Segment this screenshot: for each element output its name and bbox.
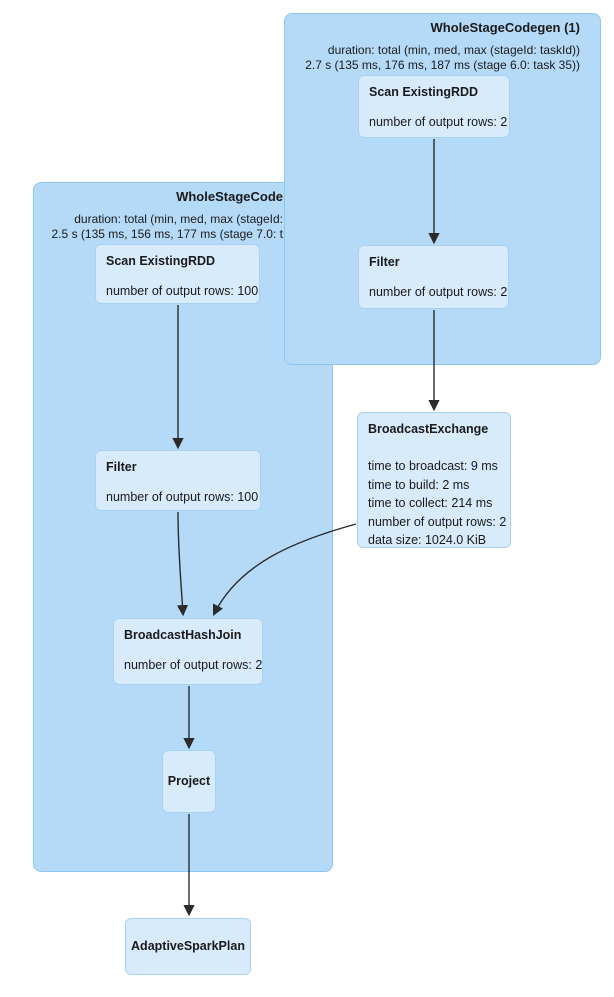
node-metric: number of output rows: 100 bbox=[106, 490, 259, 504]
cluster-label bbox=[34, 189, 283, 241]
cluster-title: WholeStageCodegen (1) bbox=[430, 20, 580, 35]
node-metric: number of output rows: 2 bbox=[369, 285, 508, 299]
cluster-wholestagecodegen-1[interactable] bbox=[284, 13, 601, 365]
node-metric: number of output rows: 100 bbox=[106, 284, 259, 298]
node-title: AdaptiveSparkPlan bbox=[131, 939, 245, 953]
cluster-title: WholeStageCode bbox=[176, 189, 283, 204]
node-metric-list bbox=[368, 457, 507, 550]
node-title: BroadcastHashJoin bbox=[124, 628, 242, 642]
node-metric: time to build: 2 ms bbox=[368, 477, 470, 492]
node-title: Scan ExistingRDD bbox=[106, 254, 216, 268]
node-title: Filter bbox=[369, 255, 400, 269]
node-metric: data size: 1024.0 KiB bbox=[368, 533, 487, 547]
plan-node-broadcast-hash-join[interactable] bbox=[113, 618, 263, 685]
node-metric: number of output rows: 2 bbox=[124, 658, 263, 672]
node-title: Scan ExistingRDD bbox=[369, 85, 479, 99]
node-title: Project bbox=[167, 774, 211, 788]
cluster-duration-header: duration: total (min, med, max (stageId: bbox=[74, 212, 283, 226]
cluster-duration-value: 2.7 s (135 ms, 176 ms, 187 ms (stage 6.0: task 35)) bbox=[305, 57, 580, 72]
node-metric: time to collect: 214 ms bbox=[368, 496, 493, 510]
node-metric: time to broadcast: 9 ms bbox=[368, 459, 498, 473]
cluster-duration-value: 2.5 s (135 ms, 156 ms, 177 ms (stage 7.0: t bbox=[51, 226, 283, 241]
node-title: Filter bbox=[106, 460, 137, 474]
node-metric: number of output rows: 2 bbox=[369, 115, 508, 129]
plan-node-project[interactable] bbox=[162, 750, 216, 813]
plan-node-adaptive-spark-plan[interactable] bbox=[125, 918, 251, 975]
cluster-duration-header: duration: total (min, med, max (stageId: taskId)) bbox=[327, 43, 580, 57]
cluster-label bbox=[285, 20, 580, 72]
plan-node-scan-existingrdd-2[interactable] bbox=[95, 244, 260, 304]
plan-node-filter-1[interactable] bbox=[358, 245, 509, 309]
plan-node-broadcast-exchange[interactable] bbox=[357, 412, 511, 548]
node-metric: number of output rows: 2 bbox=[368, 514, 507, 529]
plan-node-scan-existingrdd-1[interactable] bbox=[358, 75, 510, 138]
plan-node-filter-2[interactable] bbox=[95, 450, 261, 511]
node-title: BroadcastExchange bbox=[368, 422, 489, 436]
